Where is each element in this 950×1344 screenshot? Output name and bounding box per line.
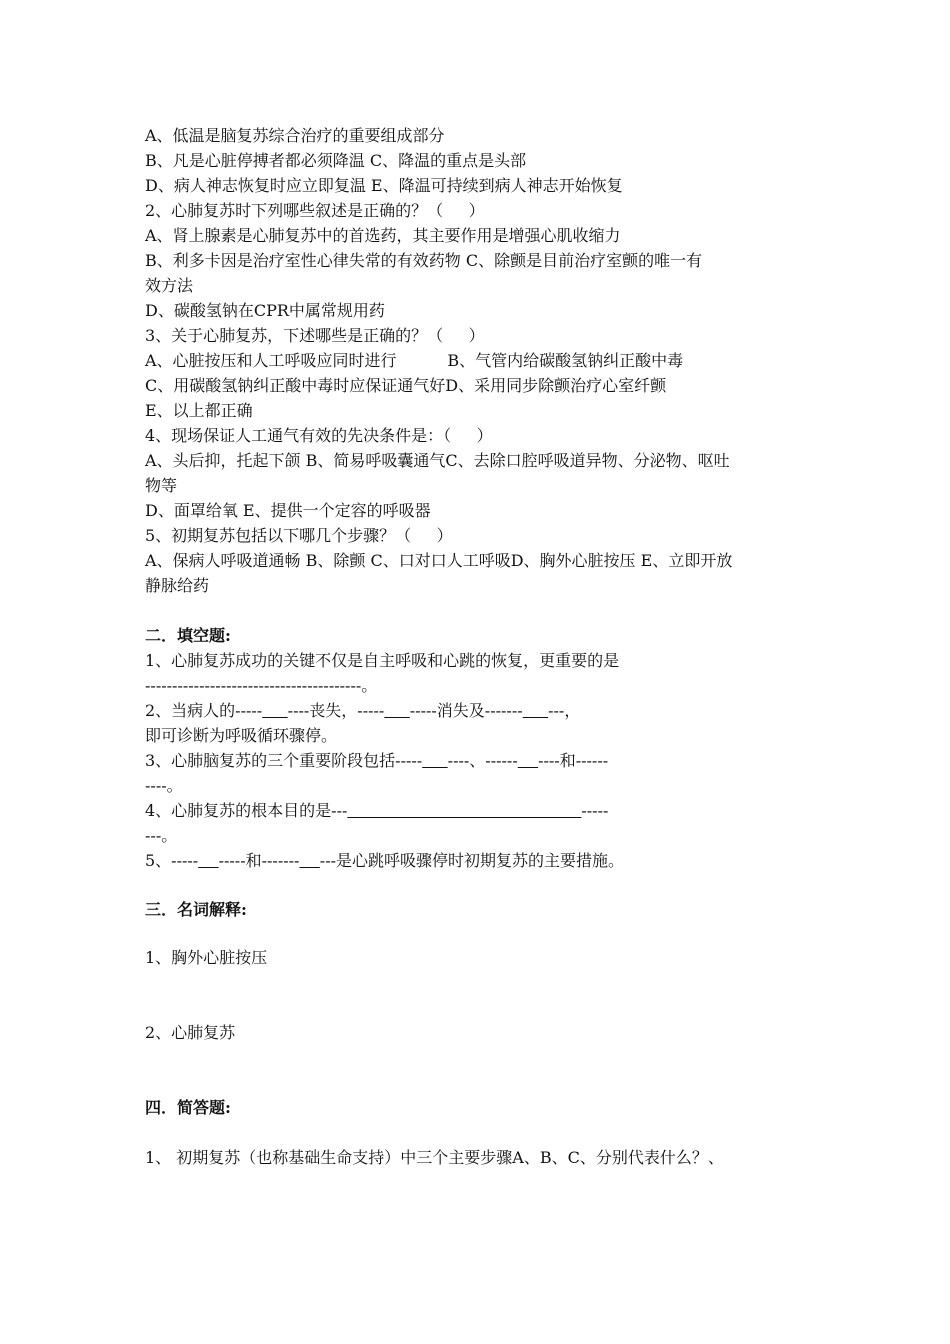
term-2: 2、心肺复苏 [145,1023,236,1042]
short-answer-heading: 四．简答题: [145,1098,231,1117]
terms-heading: 三．名词解释: [145,900,247,919]
fill-5-blank-1 [198,851,218,870]
fill-3-line-2: ----。 [145,776,183,795]
fill-1-line-1: 1、心肺复苏成功的关键不仅是自主呼吸和心跳的恢复，更重要的是 [145,651,620,670]
fill-2-blank-3 [523,701,548,720]
q3-option-ab: A、心脏按压和人工呼吸应同时进行 B、气管内给碳酸氢钠纠正酸中毒 [145,351,684,370]
fill-4-line-2: ---。 [145,826,178,845]
q4-option-abc: A、头后抑，托起下颌 B、简易呼吸囊通气C、去除口腔呼吸道异物、分泌物、呕吐 [145,451,730,470]
q4-stem: 4、现场保证人工通气有效的先决条件是：（ ） [145,426,493,445]
term-1: 1、胸外心脏按压 [145,948,268,967]
short-answer-1: 1、 初期复苏（也称基础生命支持）中三个主要步骤A、B、C、分别代表什么？、 [145,1148,724,1167]
q3-option-cd: C、用碳酸氢钠纠正酸中毒时应保证通气好D、采用同步除颤治疗心室纤颤 [145,376,667,395]
q2-option-bc: B、利多卡因是治疗室性心律失常的有效药物 C、除颤是目前治疗室颤的唯一有 [145,251,703,270]
q2-option-a: A、肾上腺素是心肺复苏中的首选药，其主要作用是增强心肌收缩力 [145,226,621,245]
q1-option-a: A、低温是脑复苏综合治疗的重要组成部分 [145,126,445,145]
fill-3-blank-1 [422,751,447,770]
fill-2-blank-2 [384,701,409,720]
fill-2-blank-1 [262,701,287,720]
q1-option-bc: B、凡是心脏停搏者都必须降温 C、降温的重点是头部 [145,151,527,170]
q1-option-de: D、病人神志恢复时应立即复温 E、降温可持续到病人神志开始恢复 [145,176,623,195]
fill-4-line-1: 4、心肺复苏的根本目的是--- ----- [145,801,609,820]
fill-2-line-1: 2、当病人的----- ----丧失，----- -----消失及------- ---， [145,701,581,720]
fill-in-heading: 二．填空题: [145,626,231,645]
q4-option-abc-cont: 物等 [145,476,178,495]
fill-2-line-2: 即可诊断为呼吸循环骤停。 [145,726,338,745]
fill-3-line-1: 3、心肺脑复苏的三个重要阶段包括----- ----、------ ----和------ [145,751,609,770]
fill-3-blank-2 [518,751,538,770]
q4-option-de: D、面罩给氧 E、提供一个定容的呼吸器 [145,501,431,520]
q2-option-d: D、碳酸氢钠在CPR中属常规用药 [145,301,385,320]
q3-option-e: E、以上都正确 [145,401,253,420]
fill-1-blank: ----------------------------------------。 [145,676,378,695]
fill-5-blank-2 [299,851,319,870]
fill-5-line: 5、----- -----和------- ---是心跳呼吸骤停时初期复苏的主要措施。 [145,851,625,870]
q2-stem: 2、心肺复苏时下列哪些叙述是正确的？（ ） [145,201,485,220]
q3-stem: 3、关于心肺复苏，下述哪些是正确的？（ ） [145,326,485,345]
q5-options-cont: 静脉给药 [145,576,210,595]
q5-stem: 5、初期复苏包括以下哪几个步骤？（ ） [145,526,453,545]
q5-options: A、保病人呼吸道通畅 B、除颤 C、口对口人工呼吸D、胸外心脏按压 E、立即开放 [145,551,733,570]
q2-option-bc-cont: 效方法 [145,276,194,295]
fill-4-blank [347,801,581,820]
